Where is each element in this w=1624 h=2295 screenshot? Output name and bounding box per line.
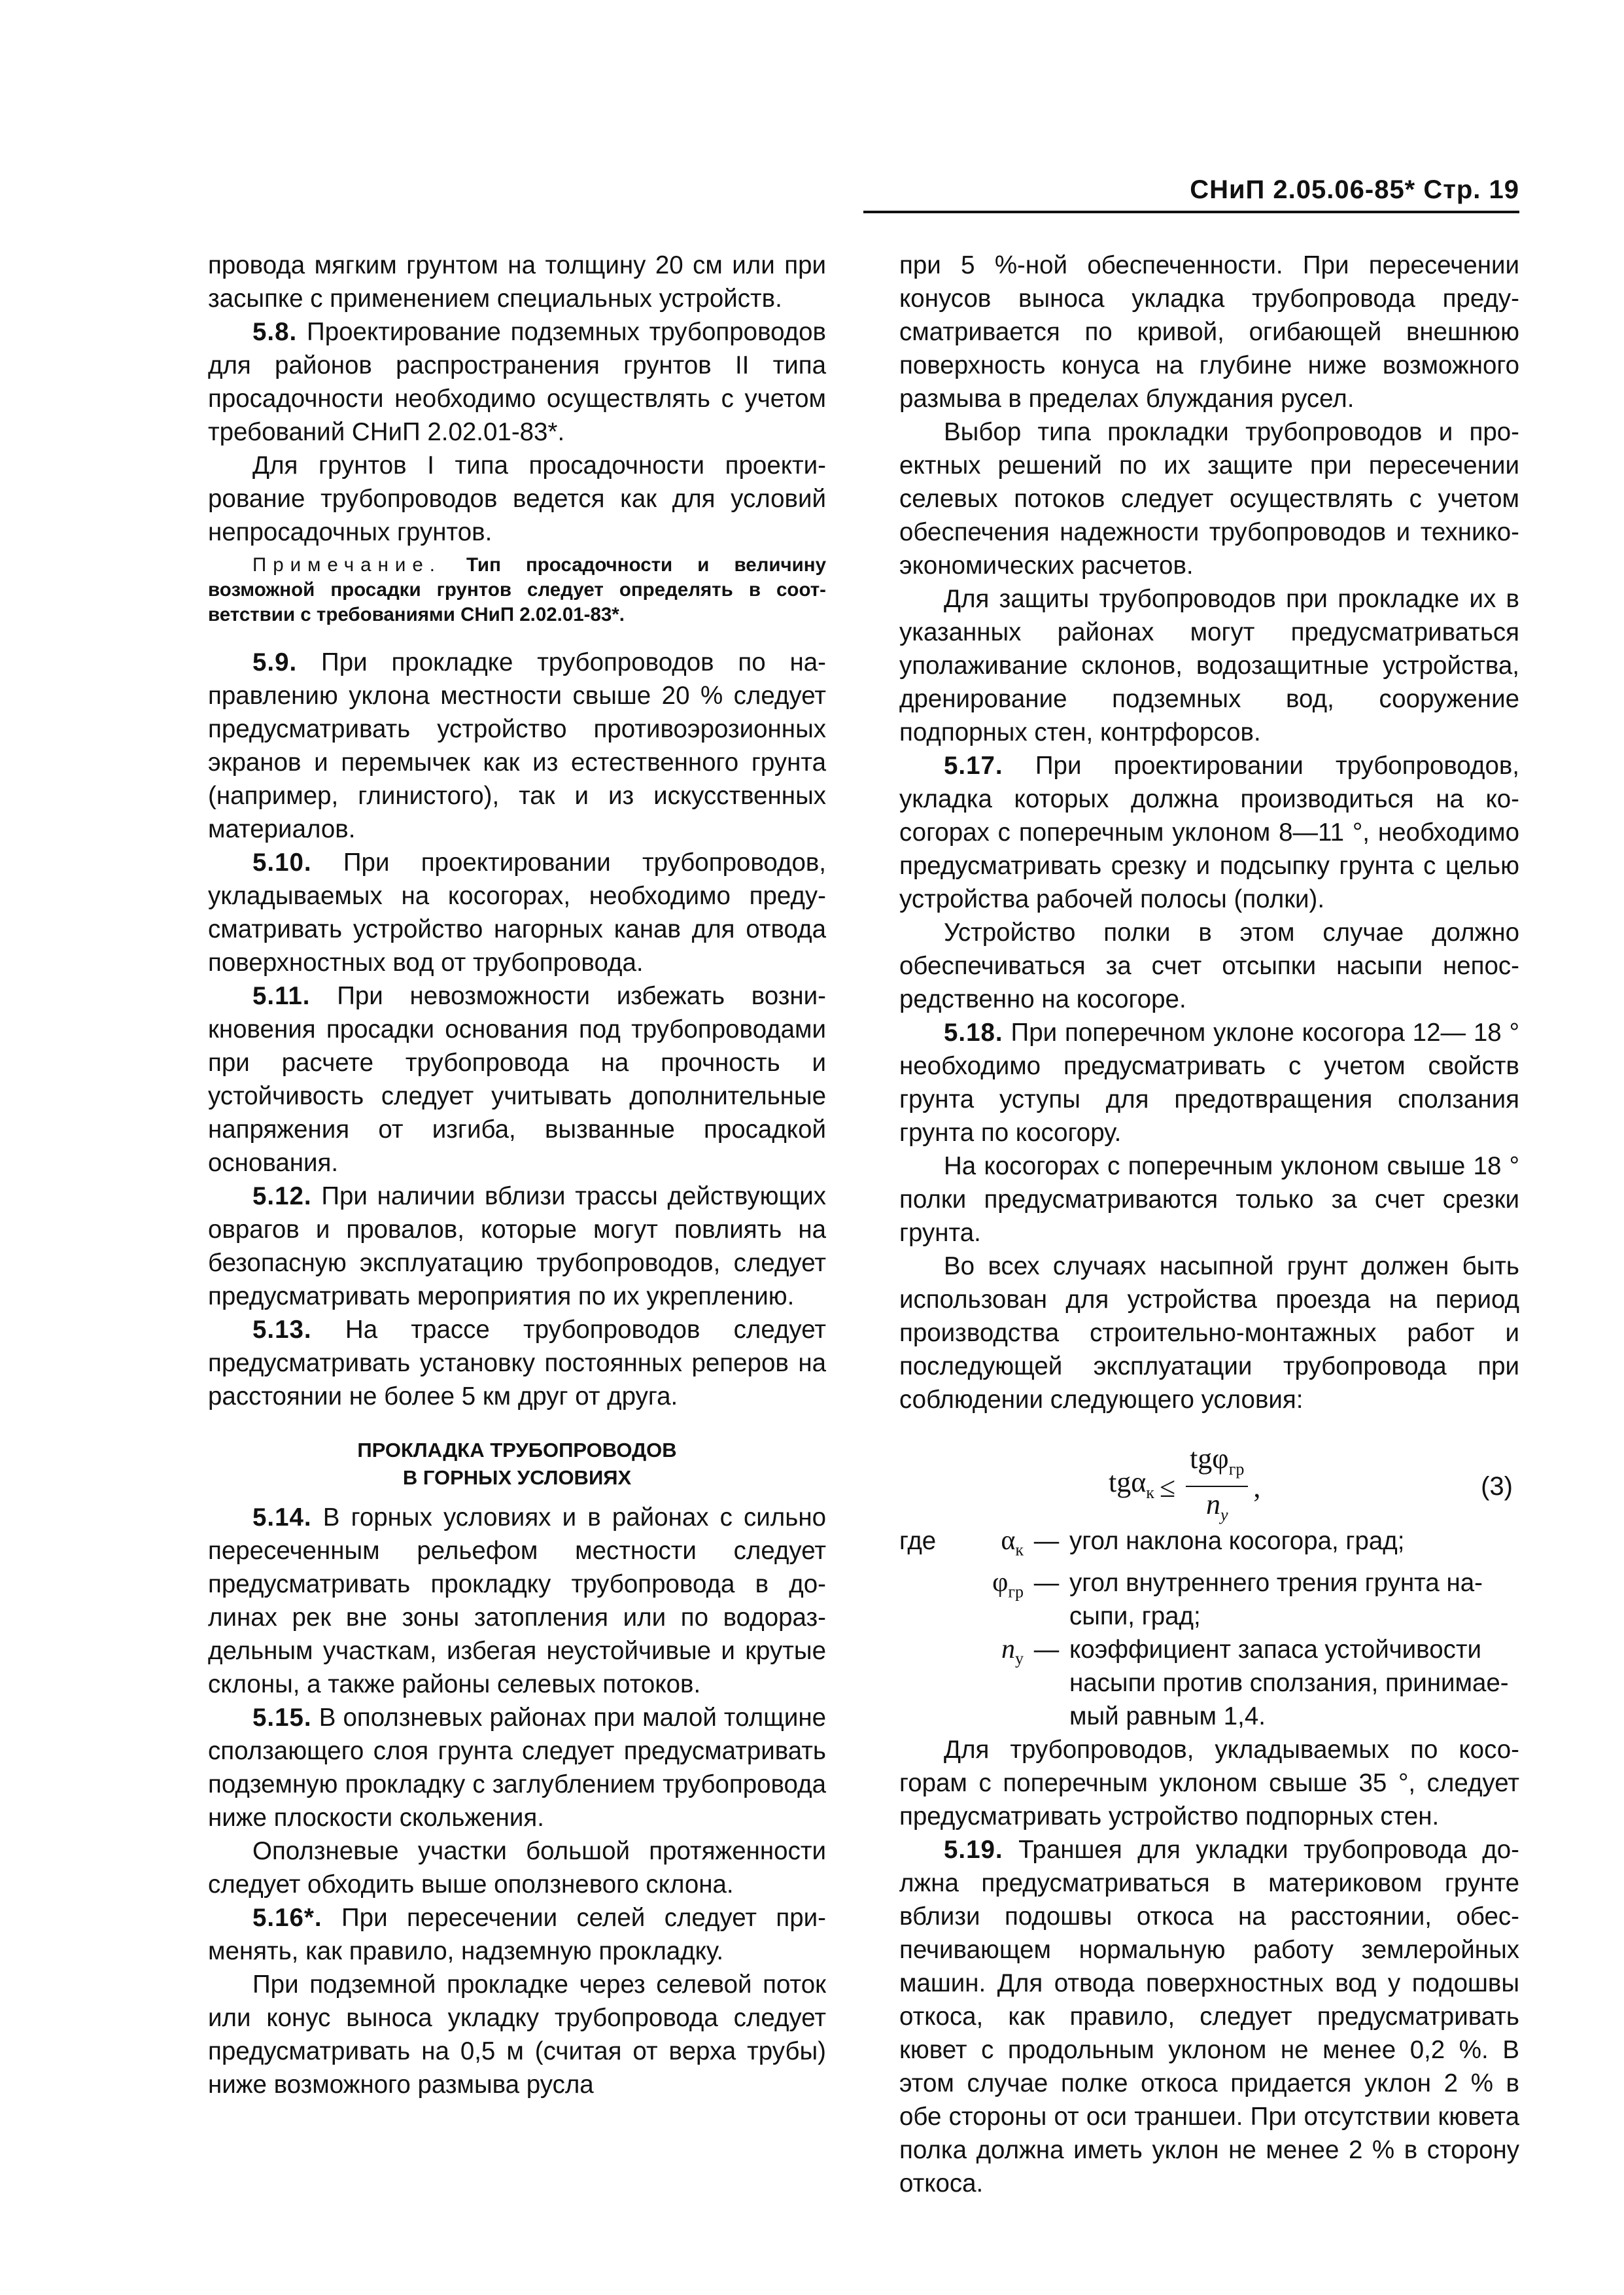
symbol-base: φ xyxy=(992,1568,1009,1598)
section-heading-line2: В ГОРНЫХ УСЛОВИЯХ xyxy=(402,1466,632,1489)
paragraph-choice: Выбор типа прокладки трубопроводов и проектных решений по их защите при пересечении селевых потоков следует осуществлять с учетом обеспечения надежности трубопроводов и технико-экономических расчетов. xyxy=(899,418,1519,580)
clause-5-9 xyxy=(208,646,826,846)
clause-text: В горных условиях и в районах с сильно пересеченным рельефом местности следует предусматривать прокладку трубопровода в долинах рек вне зоны затопления или по водораздельным участкам, избегая неустойчивые и крутые склоны, а также районы селевых потоков. xyxy=(208,1503,826,1698)
paragraph-continued: провода мягким грунтом на толщину 20 см или при засыпке с применением специальных устройств. xyxy=(208,251,826,313)
clause-5-17 xyxy=(899,749,1519,916)
definition-text: коэффициент запаса устойчивости насыпи против сползания, принимаемый равным 1,4. xyxy=(1069,1636,1509,1731)
clause-text: При поперечном уклоне косогора 12— 18 ° необходимо предусматривать с учетом свойств грунта уступы для предотвращения сползания грунта по косогору. xyxy=(899,1019,1519,1147)
clause-text: Проектирование подземных трубопроводов для районов распространения грунтов II типа просадочности необходимо осуществлять с учетом требований СНиП 2.02.01-83*. xyxy=(208,318,826,446)
equation-number: (3) xyxy=(1481,1472,1513,1501)
clause-5-14 xyxy=(208,1501,826,1701)
paragraph-shelf: Устройство полки в этом случае должно обеспечиваться за счет отсыпки насыпи непосредственно на косогоре. xyxy=(899,919,1519,1013)
formula-num-sub: гр xyxy=(1228,1459,1245,1479)
formula-definitions xyxy=(899,1524,1519,1733)
paragraph-type1: Для грунтов I типа просадочности проектирование трубопроводов ведется как для условий непросадочных грунтов. xyxy=(208,451,826,546)
symbol-sub: к xyxy=(1015,1540,1024,1560)
definition-symbol xyxy=(945,1633,1024,1733)
left-column xyxy=(208,249,826,2101)
formula-expression xyxy=(1109,1443,1260,1533)
definition-dash: — xyxy=(1033,1636,1060,1664)
formula-denominator xyxy=(1206,1487,1228,1533)
clause-text: На трассе трубопроводов следует предусматривать установку постоянных реперов на расстоянии не более 5 км друг от друга. xyxy=(208,1316,826,1410)
paragraph-35-degrees: Для трубопроводов, укладываемых по косогорам с поперечным уклоном свыше 35 °, следует предусматривать устройство подпорных стен. xyxy=(899,1736,1519,1831)
paragraph-underground: При подземной прокладке через селевой поток или конус выноса укладку трубопровода следует предусматривать на 0,5 м (считая от верха трубы) ниже возможного размыва русла xyxy=(208,1971,826,2099)
clause-5-15 xyxy=(208,1701,826,1834)
definition-spacer xyxy=(899,1566,945,1633)
paragraph-continued: при 5 %-ной обеспеченности. При пересечении конусов выноса укладка трубопровода предусматривается по кривой, огибающей внешнюю поверхность конуса на глубине ниже возможного размыва в пределах блуждания русел. xyxy=(899,251,1519,413)
section-heading-line1: ПРОКЛАДКА ТРУБОПРОВОДОВ xyxy=(357,1439,677,1462)
clause-number: 5.19. xyxy=(944,1836,1003,1865)
formula-den-base: n xyxy=(1205,1488,1220,1520)
note xyxy=(208,553,826,627)
clause-text: При невозможности избежать возникновения просадки основания под трубопроводами при расчете трубопровода на прочность и устойчивость следует учитывать дополнительные напряжения от изгиба, вызванные просадкой основания. xyxy=(208,982,826,1177)
formula-lhs-base: tgα xyxy=(1109,1466,1147,1499)
definition-dash: — xyxy=(1033,1527,1060,1555)
clause-5-12 xyxy=(208,1180,826,1313)
definition-symbol xyxy=(945,1524,1024,1566)
definition-symbol xyxy=(945,1566,1024,1633)
definition-row xyxy=(899,1633,1519,1733)
clause-5-18 xyxy=(899,1016,1519,1149)
definition-spacer xyxy=(899,1633,945,1733)
clause-5-10 xyxy=(208,846,826,979)
formula-den-sub: у xyxy=(1220,1505,1228,1524)
where-word: где xyxy=(899,1527,937,1555)
clause-5-11 xyxy=(208,979,826,1180)
definition-dash: — xyxy=(1033,1569,1060,1598)
clause-number: 5.12. xyxy=(252,1182,312,1210)
definition-text: угол наклона косогора, град; xyxy=(1069,1527,1405,1555)
clause-text: При пересечении селей следует применять, как правило, надземную прокладку. xyxy=(208,1904,826,1965)
formula-lhs-sub: к xyxy=(1146,1483,1154,1503)
formula-fraction xyxy=(1186,1443,1248,1533)
paragraph-landslide: Оползневые участки большой протяженности следует обходить выше оползневого склона. xyxy=(208,1837,826,1899)
running-head: СНиП 2.05.06-85* Стр. 19 xyxy=(1190,175,1519,204)
clause-number: 5.8. xyxy=(252,318,298,346)
paragraph-protect: Для защиты трубопроводов при прокладке их в указанных районах могут предусматриваться уполаживание склонов, водозащитные устройства, дренирование подземных вод, сооружение подпорных стен, контрфорсов. xyxy=(899,585,1519,746)
definition-text: угол внутреннего трения грунта насыпи, град; xyxy=(1069,1569,1483,1631)
clause-number: 5.9. xyxy=(252,648,298,676)
clause-number: 5.10. xyxy=(252,849,312,877)
header-rule xyxy=(863,211,1519,213)
section-heading xyxy=(208,1437,826,1492)
formula-num-base: tgφ xyxy=(1190,1443,1229,1475)
formula-numerator xyxy=(1186,1443,1248,1487)
symbol-sub: гр xyxy=(1008,1582,1024,1602)
clause-text: При наличии вблизи трассы действующих оврагов и провалов, которые могут повлиять на безопасную эксплуатацию трубопроводов, следует предусматривать мероприятия по их укреплению. xyxy=(208,1182,826,1310)
paragraph-all-cases: Во всех случаях насыпной грунт должен быть использован для устройства проезда на период производства строительно-монтажных работ и последующей эксплуатации трубопровода при соблюдении следующего условия: xyxy=(899,1252,1519,1414)
clause-number: 5.17. xyxy=(944,752,1003,780)
clause-number: 5.15. xyxy=(252,1704,312,1732)
formula-3 xyxy=(899,1429,1519,1524)
right-column xyxy=(899,249,1519,2200)
clause-text: При проектировании трубопроводов, укладка которых должна производиться на косогорах с поперечным уклоном 8—11 °, необходимо предусматривать срезку и подсыпку грунта с целью устройства рабочей полосы (полки). xyxy=(899,752,1519,913)
symbol-base: n xyxy=(1001,1634,1015,1665)
clause-number: 5.18. xyxy=(944,1019,1003,1047)
symbol-base: α xyxy=(1001,1526,1016,1556)
clause-text: В оползневых районах при малой толщине сползающего слоя грунта следует предусматривать подземную прокладку с заглублением трубопровода ниже плоскости скольжения. xyxy=(208,1704,826,1832)
clause-text: Траншея для укладки трубопровода должна предусматриваться в материковом грунте вблизи подошвы откоса на расстоянии, обеспечивающем нормальную работу землеройных машин. Для отвода поверхностных вод у подошвы откоса, как правило, следует предусматривать кювет с продольным уклоном не менее 0,2 %. В этом случае полке откоса придается уклон 2 % в обе стороны от оси траншеи. При отсутствии кювета полка должна иметь уклон не менее 2 % в сторону откоса. xyxy=(899,1836,1519,2198)
definition-row xyxy=(899,1566,1519,1633)
clause-text: При проектировании трубопроводов, укладываемых на косогорах, необходимо предусматривать устройство нагорных канав для отвода поверхностных вод от трубопровода. xyxy=(208,849,826,977)
clause-5-13 xyxy=(208,1313,826,1413)
note-text: Тип просадочности и величину возможной просадки грунтов следует определять в соответствии с требованиями СНиП 2.02.01-83*. xyxy=(208,554,826,625)
clause-number: 5.16*. xyxy=(252,1904,322,1932)
clause-5-16 xyxy=(208,1901,826,1968)
paragraph-slopes-18: На косогорах с поперечным уклоном свыше 18 ° полки предусматриваются только за счет срезки грунта. xyxy=(899,1152,1519,1247)
clause-number: 5.13. xyxy=(252,1316,312,1344)
formula-tail: , xyxy=(1253,1471,1261,1504)
clause-5-19 xyxy=(899,1833,1519,2200)
note-label: Примечание. xyxy=(252,554,441,576)
clause-5-8 xyxy=(208,315,826,449)
formula-relation: ≤ xyxy=(1159,1471,1176,1504)
symbol-sub: у xyxy=(1015,1649,1024,1668)
clause-number: 5.11. xyxy=(252,982,311,1010)
formula-lhs xyxy=(1109,1465,1154,1509)
clause-text: При прокладке трубопроводов по направлению уклона местности свыше 20 % следует предусматривать устройство противоэрозионных экранов и перемычек как из естественного грунта (например, глинистого), так и из искусственных материалов. xyxy=(208,648,826,843)
clause-number: 5.14. xyxy=(252,1503,312,1532)
